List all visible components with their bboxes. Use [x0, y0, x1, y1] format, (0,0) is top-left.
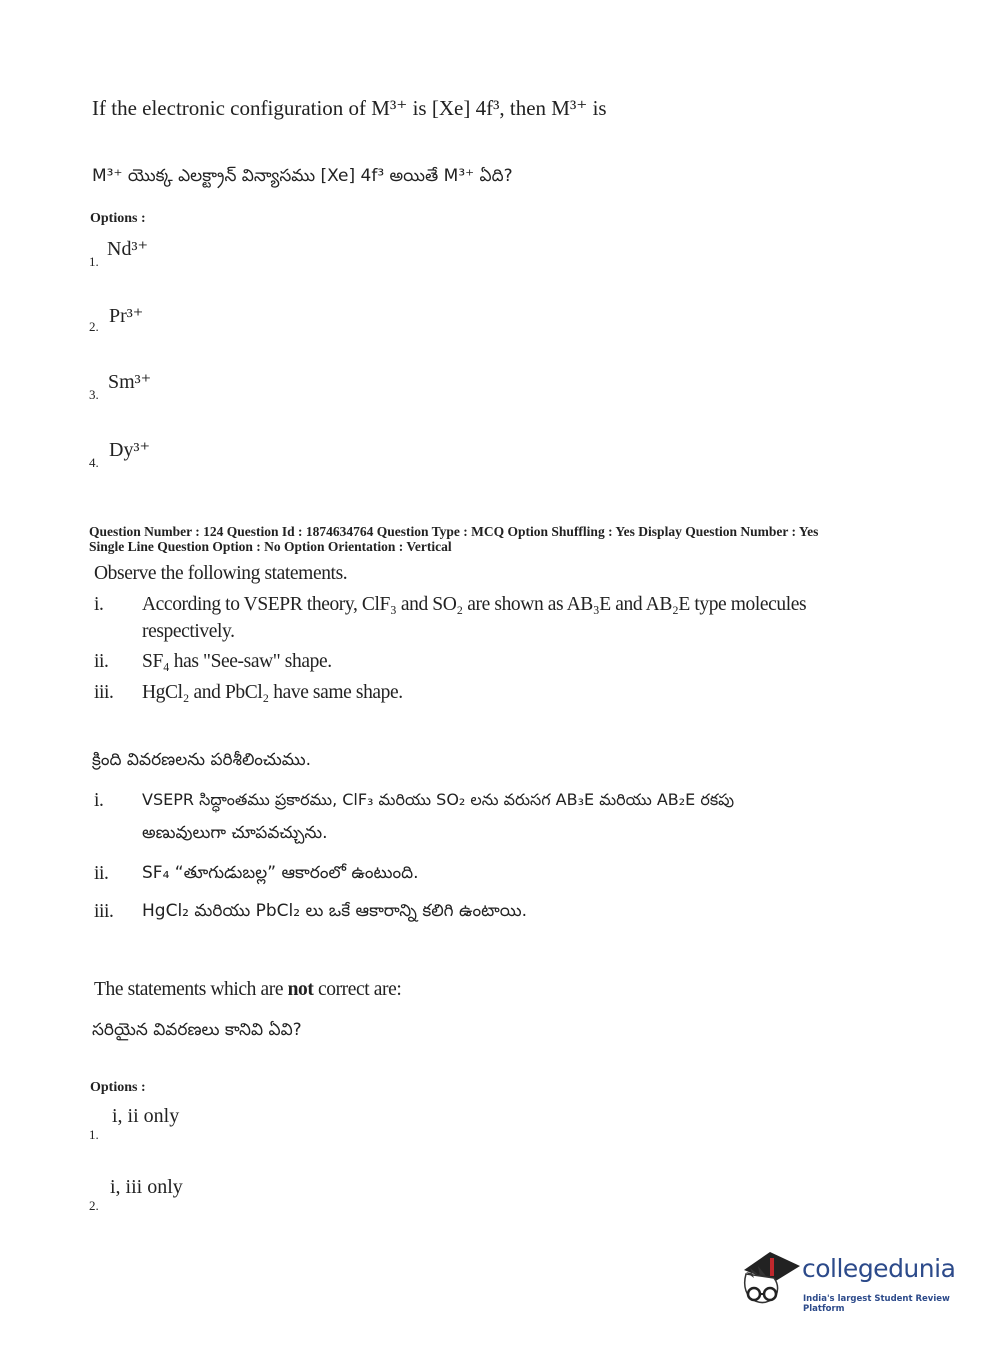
- mascot-icon: [740, 1248, 802, 1314]
- statement-number: ii.: [94, 651, 109, 672]
- logo-wordmark: collegedunia: [802, 1254, 956, 1283]
- ask-en-part: correct are:: [313, 979, 402, 1000]
- option-number: 2.: [89, 1198, 99, 1213]
- statement-number: i.: [94, 790, 104, 811]
- statement-number: iii.: [94, 901, 114, 922]
- statement-number: iii.: [94, 682, 114, 703]
- option-text: Nd³⁺: [107, 238, 148, 260]
- option-number: 2.: [89, 319, 99, 334]
- logo-tagline: India's largest Student Review Platform: [803, 1294, 950, 1314]
- option-number: 3.: [89, 387, 99, 402]
- collegedunia-logo: [740, 1248, 970, 1318]
- ask-en: [94, 979, 401, 1001]
- intro-te: క్రింది వివరణలను పరిశీలించుము.: [92, 750, 312, 770]
- ask-en-part: The statements which are: [94, 979, 288, 1000]
- statement-text: HgCl₂ and PbCl₂ have same shape.: [142, 682, 403, 703]
- ask-en-emphasis: not: [287, 979, 314, 1000]
- statement-text: VSEPR సిద్ధాంతము ప్రకారము, ClF₃ మరియు SO₂ లను వరుసగ AB₃E మరియు AB₂E రకపు: [142, 790, 735, 809]
- option-text: Sm³⁺: [108, 371, 152, 393]
- option-text: Pr³⁺: [109, 305, 144, 327]
- statement-text: అణువులుగా చూపవచ్చును.: [142, 823, 328, 843]
- question-metadata: Question Number : 124 Question Id : 1874634764 Question Type : MCQ Option Shuffling : Yes Display Question Number : Yes: [89, 524, 819, 539]
- option-number: 1.: [89, 1127, 99, 1142]
- option-number: 1.: [89, 254, 99, 269]
- option-text: i, ii only: [112, 1105, 180, 1127]
- statement-text: HgCl₂ మరియు PbCl₂ లు ఒకే ఆకారాన్ని కలిగి ఉంటాయి.: [142, 901, 528, 921]
- question-text-en: If the electronic configuration of M³⁺ is [Xe] 4f³, then M³⁺ is: [92, 96, 607, 120]
- statement-text: SF₄ “తూగుడుబల్ల” ఆకారంలో ఉంటుంది.: [142, 863, 419, 883]
- option-number: 4.: [89, 455, 99, 470]
- question-text-te: M³⁺ యొక్క ఎలక్ట్రాన్ విన్యాసము [Xe] 4f³ అయితే M³⁺ ఏది?: [92, 166, 513, 186]
- options-label: Options :: [90, 211, 146, 226]
- statement-text: SF₄ has "See-saw" shape.: [142, 651, 332, 672]
- option-text: Dy³⁺: [109, 439, 150, 461]
- ask-te: సరియైన వివరణలు కానివి ఏవి?: [92, 1020, 302, 1040]
- options-label: Options :: [90, 1080, 146, 1095]
- intro-en: Observe the following statements.: [94, 563, 348, 584]
- statement-text: According to VSEPR theory, ClF₃ and SO₂ are shown as AB₃E and AB₂E type molecules: [142, 594, 807, 615]
- option-text: i, iii only: [110, 1176, 183, 1198]
- statement-number: ii.: [94, 863, 109, 884]
- statement-text: respectively.: [142, 621, 235, 642]
- question-metadata: Single Line Question Option : No Option Orientation : Vertical: [89, 539, 452, 554]
- statement-number: i.: [94, 594, 104, 615]
